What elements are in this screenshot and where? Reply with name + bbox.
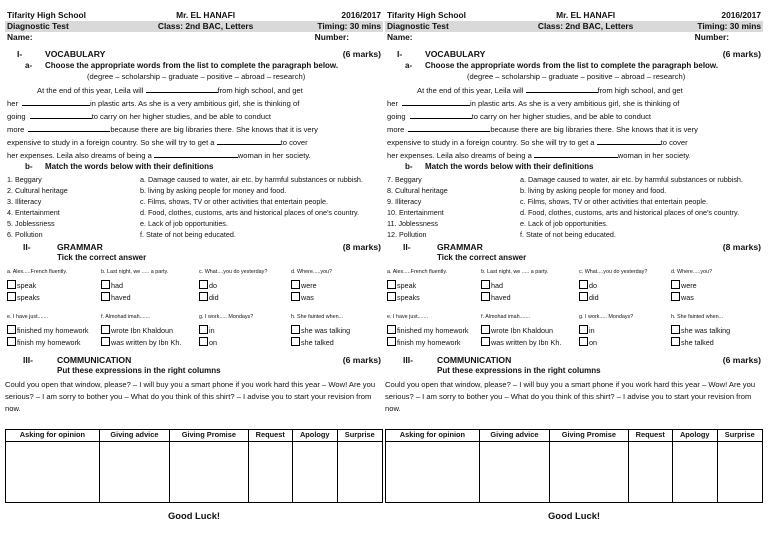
option-label: did bbox=[209, 293, 219, 302]
column-header: Giving advice bbox=[99, 430, 169, 442]
paragraph-line-2: her in plastic arts. As she is a very ambitious girl, she is thinking of bbox=[387, 99, 680, 108]
option-label: she talked bbox=[301, 338, 334, 347]
match-term: 5. Joblessness bbox=[7, 219, 55, 228]
option-label: had bbox=[491, 281, 503, 290]
match-term: 4. Entertainment bbox=[7, 208, 60, 217]
match-definition: f. State of not being educated. bbox=[140, 230, 236, 239]
checkbox[interactable] bbox=[7, 325, 16, 334]
grammar-title: GRAMMAR bbox=[437, 242, 483, 252]
part-b-label: b- bbox=[25, 162, 33, 171]
communication-instruction: Put these expressions in the right columns bbox=[57, 366, 221, 375]
test-sheet-right bbox=[385, 10, 763, 521]
answer-option[interactable] bbox=[291, 337, 334, 347]
test-title: Diagnostic Test bbox=[385, 21, 510, 32]
match-definition: b. living by asking people for money and food. bbox=[520, 186, 667, 195]
grammar-question: e. I have just....... bbox=[7, 314, 49, 320]
answer-cell[interactable] bbox=[170, 441, 249, 502]
checkbox[interactable] bbox=[7, 337, 16, 346]
checkbox[interactable] bbox=[481, 325, 490, 334]
section-number: I- bbox=[397, 49, 403, 59]
good-luck: Good Luck! bbox=[547, 510, 601, 521]
match-term: 12. Pollution bbox=[387, 230, 427, 239]
communication-marks: (6 marks) bbox=[342, 355, 381, 365]
vocabulary-marks: (6 marks) bbox=[722, 49, 761, 59]
column-header: Giving advice bbox=[479, 430, 549, 442]
part-a-instruction: Choose the appropriate words from the list to complete the paragraph below. bbox=[425, 61, 719, 70]
column-header: Apology bbox=[672, 430, 717, 442]
answer-option[interactable] bbox=[671, 325, 730, 335]
option-label: finish my homework bbox=[17, 338, 81, 347]
match-definition: e. Lack of job opportunities. bbox=[140, 219, 228, 228]
name-label: Name: bbox=[387, 32, 413, 43]
answer-option[interactable] bbox=[199, 292, 219, 302]
grammar-question: d. Where.....you? bbox=[671, 269, 713, 275]
option-label: haved bbox=[111, 293, 131, 302]
checkbox[interactable] bbox=[291, 337, 300, 346]
option-label: was bbox=[681, 293, 694, 302]
option-label: she talked bbox=[681, 338, 714, 347]
answer-cell[interactable] bbox=[6, 441, 100, 502]
class-label: Class: 2nd BAC, Letters bbox=[130, 21, 280, 32]
checkbox[interactable] bbox=[387, 292, 396, 301]
expressions-table bbox=[5, 429, 383, 503]
match-term: 8. Cultural heritage bbox=[387, 186, 448, 195]
grammar-question: h. She fainted when... bbox=[671, 314, 724, 320]
answer-option[interactable] bbox=[671, 337, 714, 347]
grammar-question: h. She fainted when... bbox=[291, 314, 344, 320]
answer-option[interactable] bbox=[481, 337, 561, 347]
answer-option[interactable] bbox=[387, 292, 420, 302]
section-number: II- bbox=[403, 242, 411, 252]
part-a-label: a- bbox=[25, 61, 33, 70]
match-term: 2. Cultural heritage bbox=[7, 186, 68, 195]
expressions-table bbox=[385, 429, 763, 503]
blank-6[interactable] bbox=[154, 150, 238, 158]
answer-cell[interactable] bbox=[479, 441, 549, 502]
paragraph-line-3: going to carry on her higher studies, and be able to conduct bbox=[387, 112, 652, 121]
number-label: Number: bbox=[314, 32, 350, 43]
checkbox[interactable] bbox=[291, 325, 300, 334]
part-a-label: a- bbox=[405, 61, 413, 70]
grammar-question: c. What....you do yesterday? bbox=[579, 269, 648, 275]
match-definition: f. State of not being educated. bbox=[520, 230, 616, 239]
option-label: wrote Ibn Khaldoun bbox=[491, 326, 553, 335]
grammar-question: f. Almohad imah....... bbox=[481, 314, 531, 320]
option-label: do bbox=[589, 281, 597, 290]
grammar-question: g. I work..... Mondays? bbox=[579, 314, 634, 320]
match-term: 1. Beggary bbox=[7, 175, 42, 184]
match-definition: a. Damage caused to water, air etc. by harmful substances or rubbish. bbox=[520, 175, 743, 184]
option-label: speaks bbox=[17, 293, 40, 302]
answer-option[interactable] bbox=[481, 325, 553, 335]
grammar-question: g. I work..... Mondays? bbox=[199, 314, 254, 320]
grammar-question: b. Last night, we ..... a party. bbox=[481, 269, 549, 275]
column-header: Asking for opinion bbox=[386, 430, 480, 442]
timing-label: Timing: 30 mins bbox=[661, 21, 763, 32]
section-number: III- bbox=[403, 355, 414, 365]
option-label: haved bbox=[491, 293, 511, 302]
answer-option[interactable] bbox=[7, 337, 81, 347]
checkbox[interactable] bbox=[671, 337, 680, 346]
part-b-instruction: Match the words below with their definitions bbox=[45, 162, 214, 171]
answer-option[interactable] bbox=[101, 292, 131, 302]
grammar-instruction: Tick the correct answer bbox=[57, 253, 147, 262]
blank-1[interactable] bbox=[146, 85, 218, 93]
paragraph-line-4: more because there are big libraries there. She knows that it is very bbox=[7, 125, 318, 134]
option-label: on bbox=[589, 338, 597, 347]
option-label: wrote Ibn Khaldoun bbox=[111, 326, 173, 335]
column-header: Request bbox=[248, 430, 292, 442]
blank-3[interactable] bbox=[30, 111, 92, 119]
answer-option[interactable] bbox=[199, 280, 217, 290]
checkbox[interactable] bbox=[101, 292, 110, 301]
blank-2[interactable] bbox=[402, 98, 470, 106]
column-header: Request bbox=[628, 430, 672, 442]
part-b-instruction: Match the words below with their definitions bbox=[425, 162, 594, 171]
option-label: in bbox=[589, 326, 595, 335]
column-header: Giving Promise bbox=[550, 430, 629, 442]
number-label: Number: bbox=[694, 32, 730, 43]
grammar-marks: (8 marks) bbox=[722, 242, 761, 252]
grammar-instruction: Tick the correct answer bbox=[437, 253, 527, 262]
checkbox[interactable] bbox=[7, 280, 16, 289]
checkbox[interactable] bbox=[101, 280, 110, 289]
option-label: was bbox=[301, 293, 314, 302]
option-label: finished my homework bbox=[17, 326, 89, 335]
answer-option[interactable] bbox=[291, 280, 317, 290]
blank-4[interactable] bbox=[28, 124, 110, 132]
paragraph-line-5: expensive to study in a foreign country. So she will try to get a to cover bbox=[387, 138, 688, 147]
teacher-name: Mr. EL HANAFI bbox=[176, 10, 236, 21]
paragraph-line-3: going to carry on her higher studies, and be able to conduct bbox=[7, 112, 272, 121]
paragraph-line-1: At the end of this year, Leila will from high school, and get bbox=[37, 86, 303, 95]
blank-2[interactable] bbox=[22, 98, 90, 106]
answer-option[interactable] bbox=[387, 337, 461, 347]
option-label: she was talking bbox=[681, 326, 731, 335]
answer-option[interactable] bbox=[579, 292, 599, 302]
blank-4[interactable] bbox=[408, 124, 490, 132]
good-luck: Good Luck! bbox=[167, 510, 221, 521]
header-table bbox=[385, 10, 763, 43]
grammar-marks: (8 marks) bbox=[342, 242, 381, 252]
grammar-question: c. What....you do yesterday? bbox=[199, 269, 268, 275]
option-label: do bbox=[209, 281, 217, 290]
blank-5[interactable] bbox=[217, 137, 281, 145]
test-sheet-left bbox=[5, 10, 383, 521]
checkbox[interactable] bbox=[481, 292, 490, 301]
answer-option[interactable] bbox=[291, 325, 350, 335]
answer-option[interactable] bbox=[579, 337, 597, 347]
communication-marks: (6 marks) bbox=[722, 355, 761, 365]
answer-cell[interactable] bbox=[717, 441, 762, 502]
option-label: did bbox=[589, 293, 599, 302]
communication-title: COMMUNICATION bbox=[57, 355, 132, 365]
match-definition: e. Lack of job opportunities. bbox=[520, 219, 608, 228]
paragraph-line-5: expensive to study in a foreign country. So she will try to get a to cover bbox=[7, 138, 308, 147]
section-number: II- bbox=[23, 242, 31, 252]
answer-option[interactable] bbox=[671, 292, 694, 302]
option-label: she was talking bbox=[301, 326, 351, 335]
section-number: III- bbox=[23, 355, 34, 365]
answer-option[interactable] bbox=[101, 280, 123, 290]
match-definition: a. Damage caused to water, air etc. by harmful substances or rubbish. bbox=[140, 175, 363, 184]
answer-option[interactable] bbox=[481, 292, 511, 302]
answer-option[interactable] bbox=[101, 337, 181, 347]
checkbox[interactable] bbox=[387, 337, 396, 346]
paragraph-line-1: At the end of this year, Leila will from high school, and get bbox=[417, 86, 683, 95]
option-label: speaks bbox=[397, 293, 420, 302]
match-term: 3. Illiteracy bbox=[7, 197, 42, 206]
checkbox[interactable] bbox=[291, 280, 300, 289]
checkbox[interactable] bbox=[579, 337, 588, 346]
match-definition: c. Films, shows, TV or other activities that entertain people. bbox=[520, 197, 709, 206]
answer-option[interactable] bbox=[101, 325, 173, 335]
paragraph-line-6: her expenses. Leila also dreams of being a woman in her society. bbox=[387, 151, 691, 160]
blank-6[interactable] bbox=[534, 150, 618, 158]
checkbox[interactable] bbox=[671, 292, 680, 301]
school-name: Tifarity High School bbox=[387, 10, 466, 21]
expressions-paragraph: Could you open that window, please? – I will buy you a smart phone if you work hard this year – Wow! Are you serious? – I am sorry to bother you – What do you think of this shirt? – I advise you to start your revision from now. bbox=[385, 380, 756, 414]
name-label: Name: bbox=[7, 32, 33, 43]
answer-cell[interactable] bbox=[550, 441, 629, 502]
part-a-instruction: Choose the appropriate words from the list to complete the paragraph below. bbox=[45, 61, 339, 70]
answer-option[interactable] bbox=[291, 292, 314, 302]
checkbox[interactable] bbox=[579, 292, 588, 301]
grammar-question: a. Alex.....French fluently. bbox=[387, 269, 448, 275]
grammar-question: d. Where.....you? bbox=[291, 269, 333, 275]
communication-instruction: Put these expressions in the right columns bbox=[437, 366, 601, 375]
answer-option[interactable] bbox=[579, 280, 597, 290]
school-year: 2016/2017 bbox=[721, 10, 761, 21]
option-label: were bbox=[301, 281, 317, 290]
blank-1[interactable] bbox=[526, 85, 598, 93]
checkbox[interactable] bbox=[481, 280, 490, 289]
option-label: on bbox=[209, 338, 217, 347]
answer-option[interactable] bbox=[199, 325, 215, 335]
checkbox[interactable] bbox=[387, 325, 396, 334]
grammar-title: GRAMMAR bbox=[57, 242, 103, 252]
checkbox[interactable] bbox=[579, 280, 588, 289]
checkbox[interactable] bbox=[101, 325, 110, 334]
test-title: Diagnostic Test bbox=[5, 21, 130, 32]
header-table bbox=[5, 10, 383, 43]
expressions-paragraph: Could you open that window, please? – I will buy you a smart phone if you work hard this year – Wow! Are you serious? – I am sorry to bother you – What do you think of this shirt? – I advise you to start your revision from now. bbox=[5, 380, 376, 414]
match-definition: d. Food, clothes, customs, arts and historical places of one’s country. bbox=[140, 208, 360, 217]
option-label: finished my homework bbox=[397, 326, 469, 335]
blank-3[interactable] bbox=[410, 111, 472, 119]
option-label: speak bbox=[17, 281, 37, 290]
match-term: 7. Beggary bbox=[387, 175, 422, 184]
option-label: was written by Ibn Kh. bbox=[491, 338, 562, 347]
match-term: 11. Joblessness bbox=[387, 219, 439, 228]
answer-cell[interactable] bbox=[248, 441, 292, 502]
option-label: were bbox=[681, 281, 697, 290]
checkbox[interactable] bbox=[291, 292, 300, 301]
match-definition: b. living by asking people for money and food. bbox=[140, 186, 287, 195]
paragraph-line-2: her in plastic arts. As she is a very ambitious girl, she is thinking of bbox=[7, 99, 300, 108]
match-term: 9. Illiteracy bbox=[387, 197, 422, 206]
column-header: Surprise bbox=[717, 430, 762, 442]
blank-5[interactable] bbox=[597, 137, 661, 145]
checkbox[interactable] bbox=[481, 337, 490, 346]
class-label: Class: 2nd BAC, Letters bbox=[510, 21, 660, 32]
paragraph-line-6: her expenses. Leila also dreams of being a woman in her society. bbox=[7, 151, 311, 160]
vocabulary-title: VOCABULARY bbox=[45, 49, 106, 59]
option-label: speak bbox=[397, 281, 417, 290]
timing-label: Timing: 30 mins bbox=[281, 21, 383, 32]
grammar-question: a. Alex.....French fluently. bbox=[7, 269, 68, 275]
answer-option[interactable] bbox=[671, 280, 697, 290]
answer-cell[interactable] bbox=[292, 441, 337, 502]
word-list: (degree – scholarship – graduate – positive – abroad – research) bbox=[87, 72, 306, 81]
answer-option[interactable] bbox=[7, 280, 36, 290]
answer-cell[interactable] bbox=[628, 441, 672, 502]
answer-option[interactable] bbox=[199, 337, 217, 347]
option-label: had bbox=[111, 281, 123, 290]
grammar-question: e. I have just....... bbox=[387, 314, 429, 320]
option-label: in bbox=[209, 326, 215, 335]
answer-option[interactable] bbox=[387, 325, 469, 335]
answer-option[interactable] bbox=[481, 280, 503, 290]
section-number: I- bbox=[17, 49, 23, 59]
checkbox[interactable] bbox=[199, 337, 208, 346]
checkbox[interactable] bbox=[671, 280, 680, 289]
answer-option[interactable] bbox=[7, 292, 40, 302]
teacher-name: Mr. EL HANAFI bbox=[556, 10, 616, 21]
column-header: Giving Promise bbox=[170, 430, 249, 442]
answer-option[interactable] bbox=[7, 325, 89, 335]
checkbox[interactable] bbox=[101, 337, 110, 346]
checkbox[interactable] bbox=[387, 280, 396, 289]
match-definition: c. Films, shows, TV or other activities that entertain people. bbox=[140, 197, 329, 206]
checkbox[interactable] bbox=[199, 325, 208, 334]
answer-cell[interactable] bbox=[672, 441, 717, 502]
grammar-question: f. Almohad imah....... bbox=[101, 314, 151, 320]
grammar-question: b. Last night, we ..... a party. bbox=[101, 269, 169, 275]
answer-option[interactable] bbox=[387, 280, 416, 290]
answer-option[interactable] bbox=[579, 325, 595, 335]
column-header: Asking for opinion bbox=[6, 430, 100, 442]
answer-cell[interactable] bbox=[99, 441, 169, 502]
answer-cell[interactable] bbox=[386, 441, 480, 502]
school-name: Tifarity High School bbox=[7, 10, 86, 21]
match-term: 6. Pollution bbox=[7, 230, 43, 239]
checkbox[interactable] bbox=[7, 292, 16, 301]
column-header: Surprise bbox=[337, 430, 382, 442]
checkbox[interactable] bbox=[199, 292, 208, 301]
communication-title: COMMUNICATION bbox=[437, 355, 512, 365]
paragraph-line-4: more because there are big libraries there. She knows that it is very bbox=[387, 125, 698, 134]
column-header: Apology bbox=[292, 430, 337, 442]
option-label: was written by Ibn Kh. bbox=[111, 338, 182, 347]
option-label: finish my homework bbox=[397, 338, 461, 347]
vocabulary-title: VOCABULARY bbox=[425, 49, 486, 59]
match-definition: d. Food, clothes, customs, arts and historical places of one’s country. bbox=[520, 208, 740, 217]
checkbox[interactable] bbox=[671, 325, 680, 334]
answer-cell[interactable] bbox=[337, 441, 382, 502]
vocabulary-marks: (6 marks) bbox=[342, 49, 381, 59]
school-year: 2016/2017 bbox=[341, 10, 381, 21]
word-list: (degree – scholarship – graduate – positive – abroad – research) bbox=[467, 72, 686, 81]
match-term: 10. Entertainment bbox=[387, 208, 444, 217]
part-b-label: b- bbox=[405, 162, 413, 171]
checkbox[interactable] bbox=[199, 280, 208, 289]
checkbox[interactable] bbox=[579, 325, 588, 334]
